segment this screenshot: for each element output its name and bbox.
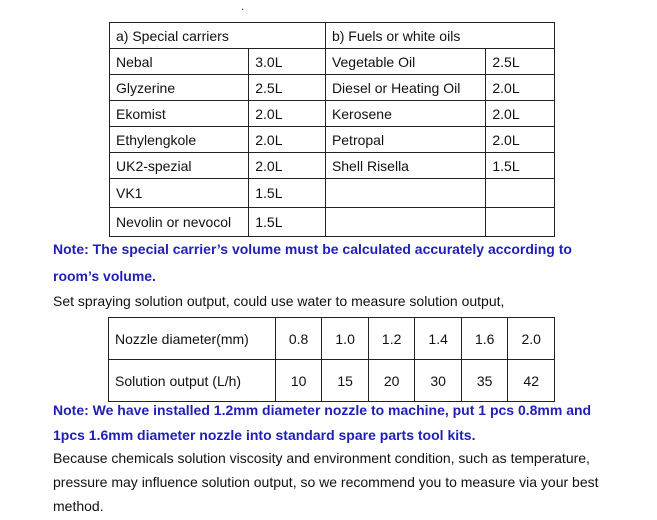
carriers-header-row [110,23,555,49]
fuels-header: b) Fuels or white oils [325,23,554,49]
fuel-volume [486,208,555,237]
table-row [110,179,555,208]
fuel-name: Shell Risella [325,153,485,179]
diameter-value: 0.8 [275,318,322,360]
volume-note-line2: room’s volume. [53,268,156,284]
table-row [110,208,555,237]
table-row [110,101,555,127]
fuel-name: Diesel or Heating Oil [325,75,485,101]
carrier-name: VK1 [110,179,249,208]
fuel-volume: 1.5L [486,153,555,179]
solution-output-label: Solution output (L/h) [109,360,276,402]
output-value: 10 [275,360,322,402]
table-row [110,127,555,153]
fuel-volume: 2.0L [486,75,555,101]
diameter-value: 1.6 [461,318,508,360]
nozzle-diameter-row [109,318,555,360]
nozzle-table [108,317,555,402]
output-value: 35 [461,360,508,402]
paragraph-line1: Because chemicals solution viscosity and environment condition, such as temperature, [53,450,590,466]
diameter-value: 1.4 [415,318,462,360]
carrier-name: Glyzerine [110,75,249,101]
carrier-name: Ethylengkole [110,127,249,153]
fuel-volume: 2.5L [486,49,555,75]
output-value: 42 [508,360,555,402]
diameter-value: 2.0 [508,318,555,360]
fuel-volume: 2.0L [486,127,555,153]
header-mark: . [241,0,245,13]
nozzle-diameter-label: Nozzle diameter(mm) [109,318,276,360]
carrier-name: Nevolin or nevocol [110,208,249,237]
fuel-volume [486,179,555,208]
carrier-volume: 2.0L [249,153,326,179]
paragraph-line2: pressure may influence solution output, so we recommend you to measure via your best [53,474,599,490]
carrier-name: Ekomist [110,101,249,127]
table-row [110,153,555,179]
nozzle-note-line2: 1pcs 1.6mm diameter nozzle into standard spare parts tool kits. [53,427,476,443]
solution-output-row [109,360,555,402]
instruction-text: Set spraying solution output, could use water to measure solution output, [53,293,505,309]
diameter-value: 1.0 [322,318,369,360]
carrier-volume: 1.5L [249,208,326,237]
table-row [110,49,555,75]
carrier-name: UK2-spezial [110,153,249,179]
carrier-name: Nebal [110,49,249,75]
special-carriers-header: a) Special carriers [110,23,326,49]
volume-note-line1: Note: The special carrier’s volume must be calculated accurately according to [53,241,572,257]
fuel-name: Kerosene [325,101,485,127]
fuel-volume: 2.0L [486,101,555,127]
carrier-volume: 2.0L [249,101,326,127]
table-row [110,75,555,101]
fuel-name [325,208,485,237]
diameter-value: 1.2 [368,318,415,360]
carrier-volume: 2.0L [249,127,326,153]
nozzle-note-line1: Note: We have installed 1.2mm diameter nozzle to machine, put 1 pcs 0.8mm and [53,402,592,418]
carrier-volume: 3.0L [249,49,326,75]
fuel-name [325,179,485,208]
carriers-table [109,22,555,237]
output-value: 20 [368,360,415,402]
output-value: 15 [322,360,369,402]
fuel-name: Vegetable Oil [325,49,485,75]
output-value: 30 [415,360,462,402]
paragraph-line3: method. [53,498,104,514]
carrier-volume: 1.5L [249,179,326,208]
fuel-name: Petropal [325,127,485,153]
carrier-volume: 2.5L [249,75,326,101]
